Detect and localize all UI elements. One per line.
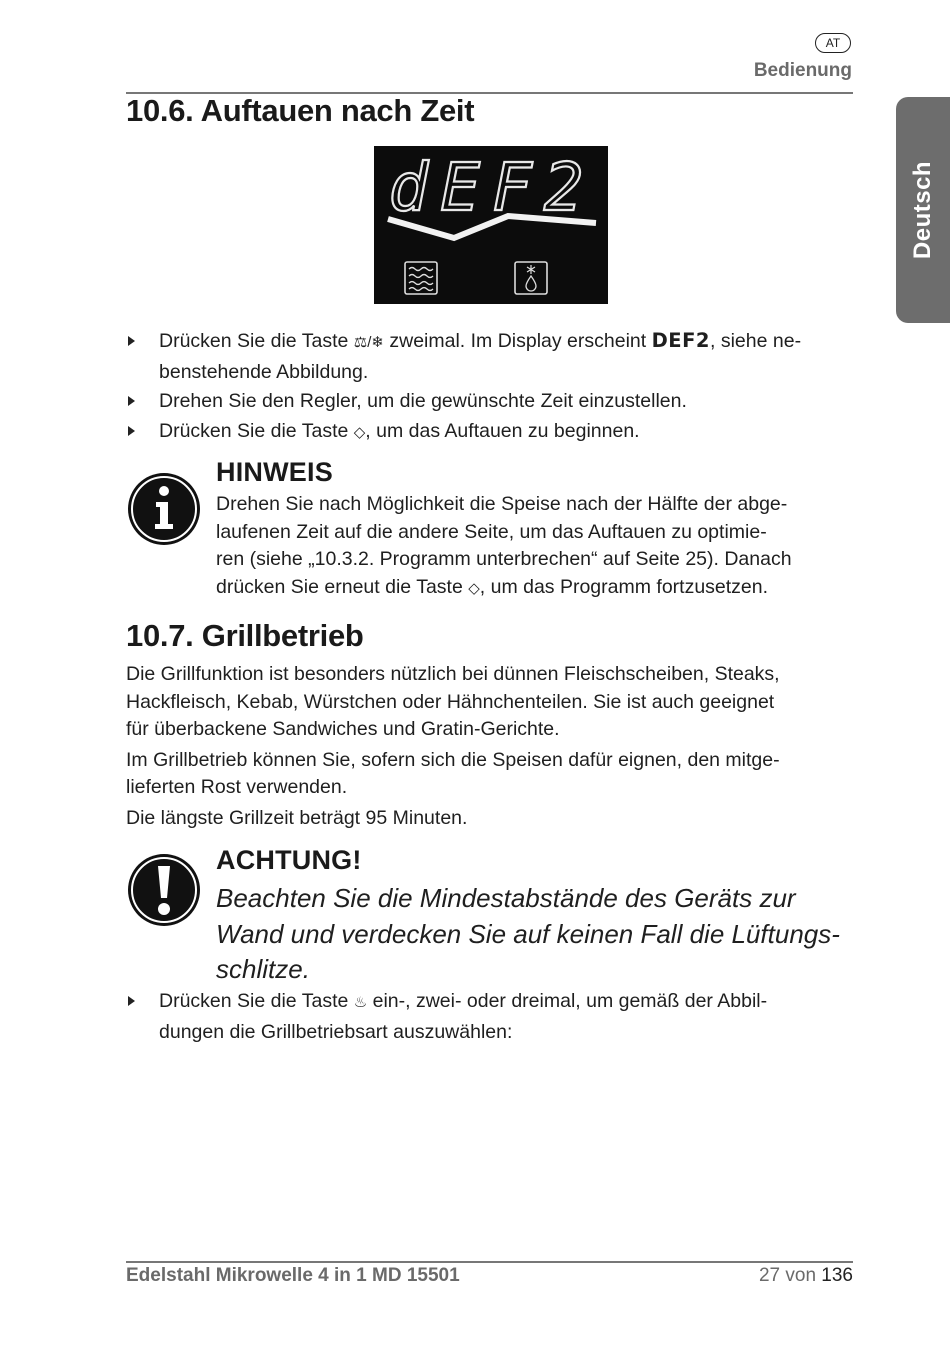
display-readout: dEF2 xyxy=(388,149,596,226)
paragraph-line: Im Grillbetrieb können Sie, sofern sich die Speisen dafür eignen, den mitge- xyxy=(126,748,780,771)
list-text: benstehende Abbildung. xyxy=(159,360,369,383)
microwave-display-image xyxy=(374,146,608,304)
list-item xyxy=(126,387,853,416)
note-text: drücken Sie erneut die Taste xyxy=(216,575,469,598)
note-title: HINWEIS xyxy=(216,457,333,487)
page-total: 136 xyxy=(821,1265,853,1286)
bullet-arrow-icon xyxy=(128,396,135,406)
grill-key-icon: ♨ xyxy=(353,994,368,1011)
paragraph-line: Die längste Grillzeit beträgt 95 Minuten. xyxy=(126,806,468,829)
list-text: Drücken Sie die Taste xyxy=(159,330,354,352)
bullet-arrow-icon xyxy=(128,336,135,346)
note-line: Drehen Sie nach Möglichkeit die Speise nach der Hälfte der abge- xyxy=(216,493,788,515)
list-text: ein-, zwei- oder dreimal, um gemäß der Abbil- xyxy=(367,990,768,1012)
list-item xyxy=(126,417,853,448)
warning-body xyxy=(216,881,856,988)
info-icon xyxy=(126,471,202,547)
list-item xyxy=(126,987,853,1046)
paragraph-line: lieferten Rost verwenden. xyxy=(126,776,348,798)
grill-description xyxy=(126,661,853,832)
paragraph-line: Hackfleisch, Kebab, Würstchen oder Hähnchenteilen. Sie ist auch geeignet xyxy=(126,690,775,713)
footer-rule xyxy=(126,1261,853,1263)
page-separator: von xyxy=(780,1265,822,1286)
note-body xyxy=(216,491,856,602)
list-text: Drücken Sie die Taste xyxy=(159,419,354,442)
list-text: , um das Auftauen zu beginnen. xyxy=(365,419,640,442)
heading-10-7: 10.7. Grillbetrieb xyxy=(126,618,364,653)
bullet-arrow-icon xyxy=(128,426,135,436)
language-tab xyxy=(896,97,950,323)
warning-icon xyxy=(126,852,202,928)
page-number xyxy=(759,1265,853,1287)
weight-defrost-key-icon: ⚖/❄ xyxy=(353,334,384,351)
list-text: , siehe ne- xyxy=(710,330,802,352)
page-current: 27 xyxy=(758,1265,781,1286)
microwave-mode-icon xyxy=(405,262,437,294)
defrost-mode-icon xyxy=(515,262,547,294)
display-code: DEF2 xyxy=(651,329,711,352)
language-tab-label: Deutsch xyxy=(909,160,936,260)
paragraph-line: Die Grillfunktion ist besonders nützlich bei dünnen Fleischscheiben, Steaks, xyxy=(126,663,780,685)
note-line: ren (siehe „10.3.2. Programm unterbrechen“ auf Seite 25). Danach xyxy=(216,548,792,570)
note-text: , um das Programm fortzusetzen. xyxy=(479,575,769,598)
list-item xyxy=(126,327,853,386)
instruction-list-defrost xyxy=(126,327,853,448)
instruction-list-grill xyxy=(126,987,853,1047)
product-name: Edelstahl Mikrowelle 4 in 1 MD 15501 xyxy=(126,1265,460,1286)
list-text: dungen die Grillbetriebsart auszuwählen: xyxy=(159,1020,513,1043)
section-label: Bedienung xyxy=(753,60,852,81)
heading-10-6: 10.6. Auftauen nach Zeit xyxy=(126,93,475,128)
warning-line: schlitze. xyxy=(216,954,310,984)
start-key-icon: ◇ xyxy=(468,579,480,597)
country-badge: AT xyxy=(815,33,851,53)
start-key-icon: ◇ xyxy=(353,423,366,441)
list-text: zweimal. Im Display erscheint xyxy=(383,330,652,352)
list-text: Drücken Sie die Taste xyxy=(159,990,354,1012)
display-graphic xyxy=(374,146,608,304)
warning-line: Wand und verdecken Sie auf keinen Fall die Lüftungs- xyxy=(216,918,840,949)
list-text: Drehen Sie den Regler, um die gewünschte Zeit einzustellen. xyxy=(159,390,687,412)
note-line: laufenen Zeit auf die andere Seite, um das Auftauen zu optimie- xyxy=(216,520,767,543)
bullet-arrow-icon xyxy=(128,996,135,1006)
warning-line: Beachten Sie die Mindestabstände des Geräts zur xyxy=(216,883,796,913)
paragraph-line: für überbackene Sandwiches und Gratin-Gerichte. xyxy=(126,718,560,740)
note-line xyxy=(216,574,856,603)
warning-title: ACHTUNG! xyxy=(216,845,362,875)
